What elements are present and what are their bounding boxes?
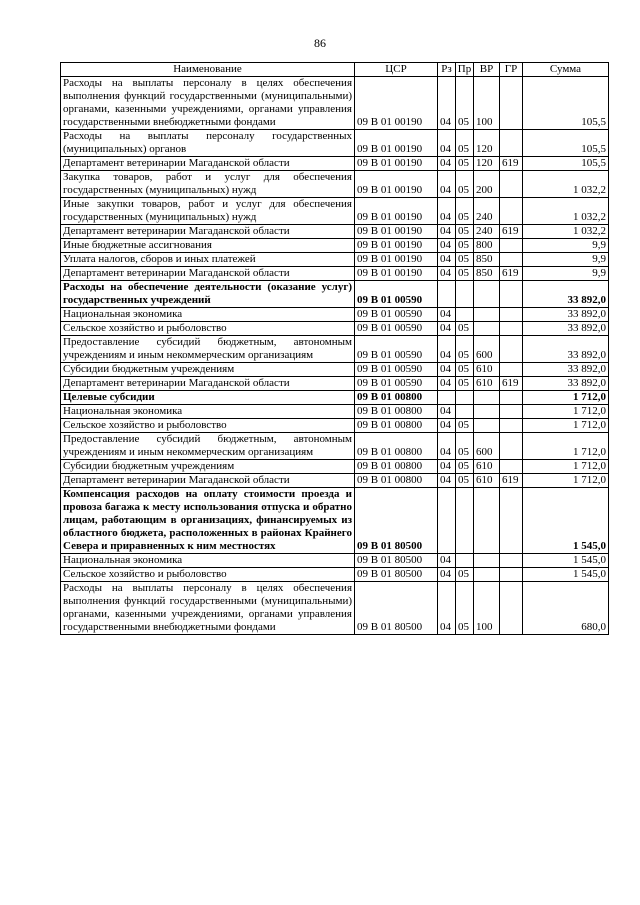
cell-csr: 09 В 01 00190	[355, 239, 438, 253]
cell-pr	[456, 281, 474, 308]
cell-csr: 09 В 01 80500	[355, 582, 438, 635]
cell-pr: 05	[456, 363, 474, 377]
cell-csr: 09 В 01 00590	[355, 336, 438, 363]
cell-pr	[456, 308, 474, 322]
cell-name: Закупка товаров, работ и услуг для обеспечения государственных (муниципальных) нужд	[61, 171, 355, 198]
cell-rz: 04	[438, 568, 456, 582]
cell-sum: 9,9	[523, 267, 609, 281]
table-row	[61, 419, 609, 433]
cell-name: Департамент ветеринарии Магаданской области	[61, 225, 355, 239]
cell-gr	[500, 363, 523, 377]
cell-sum: 1 712,0	[523, 460, 609, 474]
header-name: Наименование	[61, 63, 355, 77]
table-row	[61, 281, 609, 308]
cell-pr: 05	[456, 267, 474, 281]
cell-name: Расходы на выплаты персоналу в целях обеспечения выполнения функций государственными (муниципальными) органами, казенными учреждениями, органами управления государственными внебюджетными фондами	[61, 582, 355, 635]
cell-rz: 04	[438, 474, 456, 488]
cell-vr	[474, 281, 500, 308]
cell-rz	[438, 488, 456, 554]
cell-gr	[500, 488, 523, 554]
cell-vr: 610	[474, 363, 500, 377]
cell-name: Департамент ветеринарии Магаданской области	[61, 474, 355, 488]
cell-vr: 200	[474, 171, 500, 198]
cell-gr	[500, 130, 523, 157]
cell-name: Расходы на обеспечение деятельности (оказание услуг) государственных учреждений	[61, 281, 355, 308]
cell-name: Целевые субсидии	[61, 391, 355, 405]
cell-rz: 04	[438, 582, 456, 635]
cell-vr: 600	[474, 433, 500, 460]
cell-vr: 100	[474, 77, 500, 130]
table-row	[61, 130, 609, 157]
cell-pr: 05	[456, 460, 474, 474]
cell-name: Иные бюджетные ассигнования	[61, 239, 355, 253]
cell-sum: 1 545,0	[523, 554, 609, 568]
cell-pr: 05	[456, 322, 474, 336]
cell-rz: 04	[438, 336, 456, 363]
cell-csr: 09 В 01 80500	[355, 488, 438, 554]
cell-gr	[500, 253, 523, 267]
cell-gr	[500, 433, 523, 460]
cell-gr	[500, 308, 523, 322]
cell-name: Иные закупки товаров, работ и услуг для обеспечения государственных (муниципальных) нужд	[61, 198, 355, 225]
table-row	[61, 488, 609, 554]
table-row	[61, 322, 609, 336]
cell-pr: 05	[456, 239, 474, 253]
cell-pr: 05	[456, 419, 474, 433]
cell-rz: 04	[438, 77, 456, 130]
cell-pr	[456, 391, 474, 405]
cell-csr: 09 В 01 00190	[355, 225, 438, 239]
table-body	[61, 77, 609, 635]
cell-rz: 04	[438, 267, 456, 281]
cell-csr: 09 В 01 00190	[355, 253, 438, 267]
cell-gr	[500, 239, 523, 253]
cell-csr: 09 В 01 80500	[355, 568, 438, 582]
cell-sum: 33 892,0	[523, 377, 609, 391]
cell-vr: 610	[474, 474, 500, 488]
cell-sum: 1 545,0	[523, 568, 609, 582]
cell-vr	[474, 554, 500, 568]
cell-sum: 1 032,2	[523, 225, 609, 239]
header-sum: Сумма	[523, 63, 609, 77]
cell-vr: 850	[474, 267, 500, 281]
cell-vr	[474, 322, 500, 336]
cell-vr: 850	[474, 253, 500, 267]
cell-sum: 1 712,0	[523, 419, 609, 433]
page-number: 86	[314, 36, 326, 50]
cell-gr	[500, 198, 523, 225]
cell-csr: 09 В 01 00190	[355, 130, 438, 157]
cell-sum: 33 892,0	[523, 363, 609, 377]
cell-csr: 09 В 01 00800	[355, 460, 438, 474]
cell-csr: 09 В 01 00590	[355, 377, 438, 391]
cell-gr	[500, 77, 523, 130]
table-header-row	[61, 63, 609, 77]
cell-rz: 04	[438, 405, 456, 419]
cell-pr: 05	[456, 198, 474, 225]
table-row	[61, 157, 609, 171]
cell-vr: 610	[474, 460, 500, 474]
cell-sum: 33 892,0	[523, 336, 609, 363]
header-pr: Пр	[456, 63, 474, 77]
cell-pr: 05	[456, 582, 474, 635]
cell-rz: 04	[438, 130, 456, 157]
cell-vr: 800	[474, 239, 500, 253]
cell-pr: 05	[456, 433, 474, 460]
cell-pr: 05	[456, 130, 474, 157]
table-row	[61, 568, 609, 582]
cell-gr: 619	[500, 225, 523, 239]
cell-vr	[474, 405, 500, 419]
cell-rz: 04	[438, 308, 456, 322]
cell-vr	[474, 391, 500, 405]
cell-pr	[456, 488, 474, 554]
table-row	[61, 308, 609, 322]
cell-csr: 09 В 01 00590	[355, 363, 438, 377]
cell-name: Субсидии бюджетным учреждениям	[61, 363, 355, 377]
cell-csr: 09 В 01 00190	[355, 171, 438, 198]
cell-csr: 09 В 01 80500	[355, 554, 438, 568]
cell-vr: 120	[474, 157, 500, 171]
cell-gr	[500, 405, 523, 419]
cell-csr: 09 В 01 00190	[355, 198, 438, 225]
cell-csr: 09 В 01 00190	[355, 157, 438, 171]
cell-name: Национальная экономика	[61, 554, 355, 568]
cell-name: Расходы на выплаты персоналу в целях обеспечения выполнения функций государственными (муниципальными) органами, казенными учреждениями, органами управления государственными внебюджетными фондами	[61, 77, 355, 130]
cell-pr: 05	[456, 77, 474, 130]
table-row	[61, 267, 609, 281]
cell-vr: 240	[474, 198, 500, 225]
cell-name: Сельское хозяйство и рыболовство	[61, 568, 355, 582]
cell-csr: 09 В 01 00190	[355, 267, 438, 281]
cell-name: Сельское хозяйство и рыболовство	[61, 419, 355, 433]
table-row	[61, 433, 609, 460]
table-row	[61, 554, 609, 568]
cell-rz: 04	[438, 171, 456, 198]
table-row	[61, 474, 609, 488]
cell-csr: 09 В 01 00800	[355, 405, 438, 419]
cell-csr: 09 В 01 00800	[355, 391, 438, 405]
cell-gr: 619	[500, 157, 523, 171]
cell-gr	[500, 568, 523, 582]
cell-rz: 04	[438, 377, 456, 391]
cell-sum: 1 712,0	[523, 405, 609, 419]
cell-gr: 619	[500, 267, 523, 281]
cell-pr: 05	[456, 377, 474, 391]
cell-pr: 05	[456, 157, 474, 171]
cell-csr: 09 В 01 00800	[355, 433, 438, 460]
table-row	[61, 336, 609, 363]
cell-gr	[500, 281, 523, 308]
table-row	[61, 77, 609, 130]
cell-gr	[500, 460, 523, 474]
cell-sum: 105,5	[523, 130, 609, 157]
cell-rz: 04	[438, 363, 456, 377]
cell-rz: 04	[438, 253, 456, 267]
cell-csr: 09 В 01 00800	[355, 474, 438, 488]
cell-csr: 09 В 01 00590	[355, 308, 438, 322]
cell-rz: 04	[438, 554, 456, 568]
cell-name: Уплата налогов, сборов и иных платежей	[61, 253, 355, 267]
header-vr: ВР	[474, 63, 500, 77]
cell-rz: 04	[438, 419, 456, 433]
cell-pr: 05	[456, 568, 474, 582]
cell-sum: 9,9	[523, 253, 609, 267]
header-rz: Рз	[438, 63, 456, 77]
cell-name: Расходы на выплаты персоналу государственных (муниципальных) органов	[61, 130, 355, 157]
cell-pr: 05	[456, 225, 474, 239]
cell-rz: 04	[438, 322, 456, 336]
header-csr: ЦСР	[355, 63, 438, 77]
cell-vr	[474, 568, 500, 582]
cell-rz: 04	[438, 225, 456, 239]
cell-csr: 09 В 01 00800	[355, 419, 438, 433]
cell-name: Компенсация расходов на оплату стоимости проезда и провоза багажа к месту использования отпуска и обратно лицам, работающим в организациях, финансируемых из областного бюджета, расположенных в районах Крайнего Севера и приравненных к ним местностях	[61, 488, 355, 554]
cell-name: Национальная экономика	[61, 308, 355, 322]
cell-sum: 1 712,0	[523, 391, 609, 405]
cell-vr: 120	[474, 130, 500, 157]
cell-name: Сельское хозяйство и рыболовство	[61, 322, 355, 336]
cell-gr	[500, 582, 523, 635]
cell-sum: 1 032,2	[523, 171, 609, 198]
cell-pr: 05	[456, 171, 474, 198]
cell-vr	[474, 419, 500, 433]
cell-name: Предоставление субсидий бюджетным, автономным учреждениям и иным некоммерческим организациям	[61, 336, 355, 363]
cell-rz	[438, 281, 456, 308]
table-row	[61, 239, 609, 253]
cell-sum: 1 545,0	[523, 488, 609, 554]
table-row	[61, 363, 609, 377]
cell-vr: 240	[474, 225, 500, 239]
cell-vr	[474, 308, 500, 322]
cell-name: Департамент ветеринарии Магаданской области	[61, 377, 355, 391]
cell-vr: 100	[474, 582, 500, 635]
cell-name: Департамент ветеринарии Магаданской области	[61, 267, 355, 281]
cell-sum: 1 032,2	[523, 198, 609, 225]
cell-sum: 1 712,0	[523, 474, 609, 488]
cell-pr: 05	[456, 253, 474, 267]
cell-gr: 619	[500, 474, 523, 488]
cell-sum: 105,5	[523, 77, 609, 130]
cell-sum: 105,5	[523, 157, 609, 171]
header-gr: ГР	[500, 63, 523, 77]
cell-csr: 09 В 01 00590	[355, 281, 438, 308]
cell-gr	[500, 419, 523, 433]
cell-sum: 33 892,0	[523, 322, 609, 336]
table-row	[61, 405, 609, 419]
cell-rz: 04	[438, 198, 456, 225]
budget-table	[60, 62, 609, 635]
cell-sum: 9,9	[523, 239, 609, 253]
cell-gr: 619	[500, 377, 523, 391]
table-row	[61, 171, 609, 198]
cell-rz: 04	[438, 433, 456, 460]
cell-pr: 05	[456, 474, 474, 488]
cell-gr	[500, 336, 523, 363]
table-row	[61, 582, 609, 635]
cell-vr: 610	[474, 377, 500, 391]
cell-gr	[500, 171, 523, 198]
cell-vr: 600	[474, 336, 500, 363]
cell-gr	[500, 322, 523, 336]
cell-sum: 33 892,0	[523, 281, 609, 308]
cell-gr	[500, 554, 523, 568]
table-row	[61, 198, 609, 225]
table-row	[61, 225, 609, 239]
cell-pr	[456, 405, 474, 419]
cell-sum: 680,0	[523, 582, 609, 635]
cell-vr	[474, 488, 500, 554]
cell-sum: 1 712,0	[523, 433, 609, 460]
table-row	[61, 391, 609, 405]
cell-name: Субсидии бюджетным учреждениям	[61, 460, 355, 474]
cell-rz: 04	[438, 460, 456, 474]
cell-rz	[438, 391, 456, 405]
cell-sum: 33 892,0	[523, 308, 609, 322]
cell-name: Департамент ветеринарии Магаданской области	[61, 157, 355, 171]
cell-rz: 04	[438, 239, 456, 253]
table-row	[61, 377, 609, 391]
cell-csr: 09 В 01 00190	[355, 77, 438, 130]
table-row	[61, 460, 609, 474]
cell-rz: 04	[438, 157, 456, 171]
cell-pr: 05	[456, 336, 474, 363]
cell-csr: 09 В 01 00590	[355, 322, 438, 336]
table-row	[61, 253, 609, 267]
cell-name: Национальная экономика	[61, 405, 355, 419]
cell-gr	[500, 391, 523, 405]
cell-pr	[456, 554, 474, 568]
cell-name: Предоставление субсидий бюджетным, автономным учреждениям и иным некоммерческим организациям	[61, 433, 355, 460]
